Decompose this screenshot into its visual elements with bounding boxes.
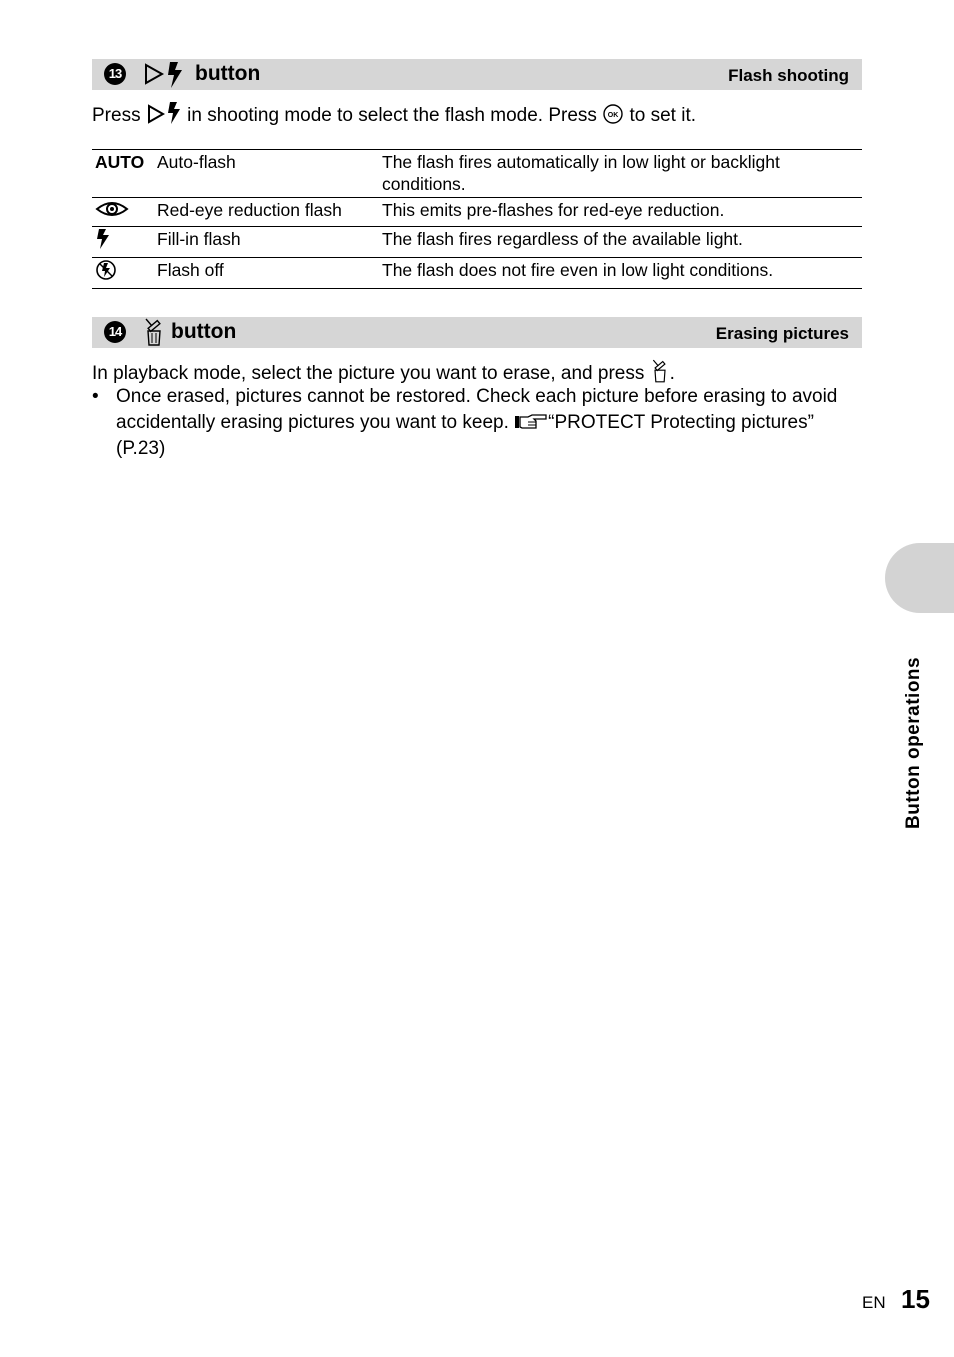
flash-icon	[166, 105, 182, 126]
intro-text: to set it.	[629, 105, 697, 126]
mode-icon-cell	[92, 258, 157, 289]
intro-text: In playback mode, select the picture you want to erase, and press	[92, 363, 645, 384]
erase-warning-bullet	[92, 384, 852, 462]
section-13-intro	[92, 101, 696, 127]
flash-icon	[165, 61, 185, 94]
play-triangle-icon	[146, 105, 166, 126]
section-subtitle: Erasing pictures	[715, 324, 849, 343]
ok-button-icon	[602, 105, 624, 126]
table-row	[92, 150, 862, 198]
mode-name: Fill-in flash	[157, 227, 382, 258]
flash-mode-table	[92, 149, 862, 289]
bullet-body: Once erased, pictures cannot be restored. Check each picture before erasing to avoid accidentally erasing pictures you want to keep.	[116, 386, 838, 433]
bullet-marker: •	[92, 386, 99, 407]
mode-icon-cell	[92, 227, 157, 258]
section-subtitle: Flash shooting	[728, 66, 849, 85]
mode-name: Red-eye reduction flash	[157, 198, 382, 227]
intro-text: .	[669, 363, 675, 384]
flash-icon	[95, 234, 111, 254]
pointing-hand-icon	[514, 412, 548, 433]
table-row	[92, 258, 862, 289]
language-label: EN	[862, 1293, 886, 1312]
cross-reference-link[interactable]: “PROTECT Protecting pictures” (P.23)	[116, 412, 814, 459]
mode-name: Flash off	[157, 258, 382, 289]
chapter-label: Button operations	[903, 656, 924, 829]
erase-trash-icon	[650, 363, 670, 384]
table-row	[92, 227, 862, 258]
red-eye-icon	[95, 203, 129, 223]
intro-text: in shooting mode to select the flash mode. Press	[187, 105, 597, 126]
mode-icon-cell	[92, 198, 157, 227]
chapter-tab	[885, 543, 954, 613]
section-number-badge: 13	[104, 63, 126, 85]
mode-description: This emits pre-flashes for red-eye reduction.	[382, 198, 862, 227]
mode-description: The flash fires regardless of the available light.	[382, 227, 862, 258]
erase-trash-icon	[142, 318, 166, 351]
auto-label: AUTO	[95, 152, 145, 172]
page-number: 15	[901, 1284, 930, 1314]
intro-text: Press	[92, 105, 141, 126]
section-14-intro	[92, 359, 675, 385]
svg-text:OK: OK	[607, 112, 619, 119]
bullet-text	[116, 384, 852, 462]
play-triangle-icon	[143, 61, 165, 92]
mode-icon-cell	[92, 150, 157, 198]
mode-description: The flash does not fire even in low light conditions.	[382, 258, 862, 289]
section-14-header	[92, 317, 862, 348]
section-13-header	[92, 59, 862, 90]
flash-off-icon	[95, 265, 117, 285]
mode-description: The flash fires automatically in low light or backlight conditions.	[382, 150, 862, 198]
section-title: button	[195, 62, 261, 85]
mode-name: Auto-flash	[157, 150, 382, 198]
section-title: button	[171, 320, 237, 343]
table-row	[92, 198, 862, 227]
section-number-badge: 14	[104, 321, 126, 343]
